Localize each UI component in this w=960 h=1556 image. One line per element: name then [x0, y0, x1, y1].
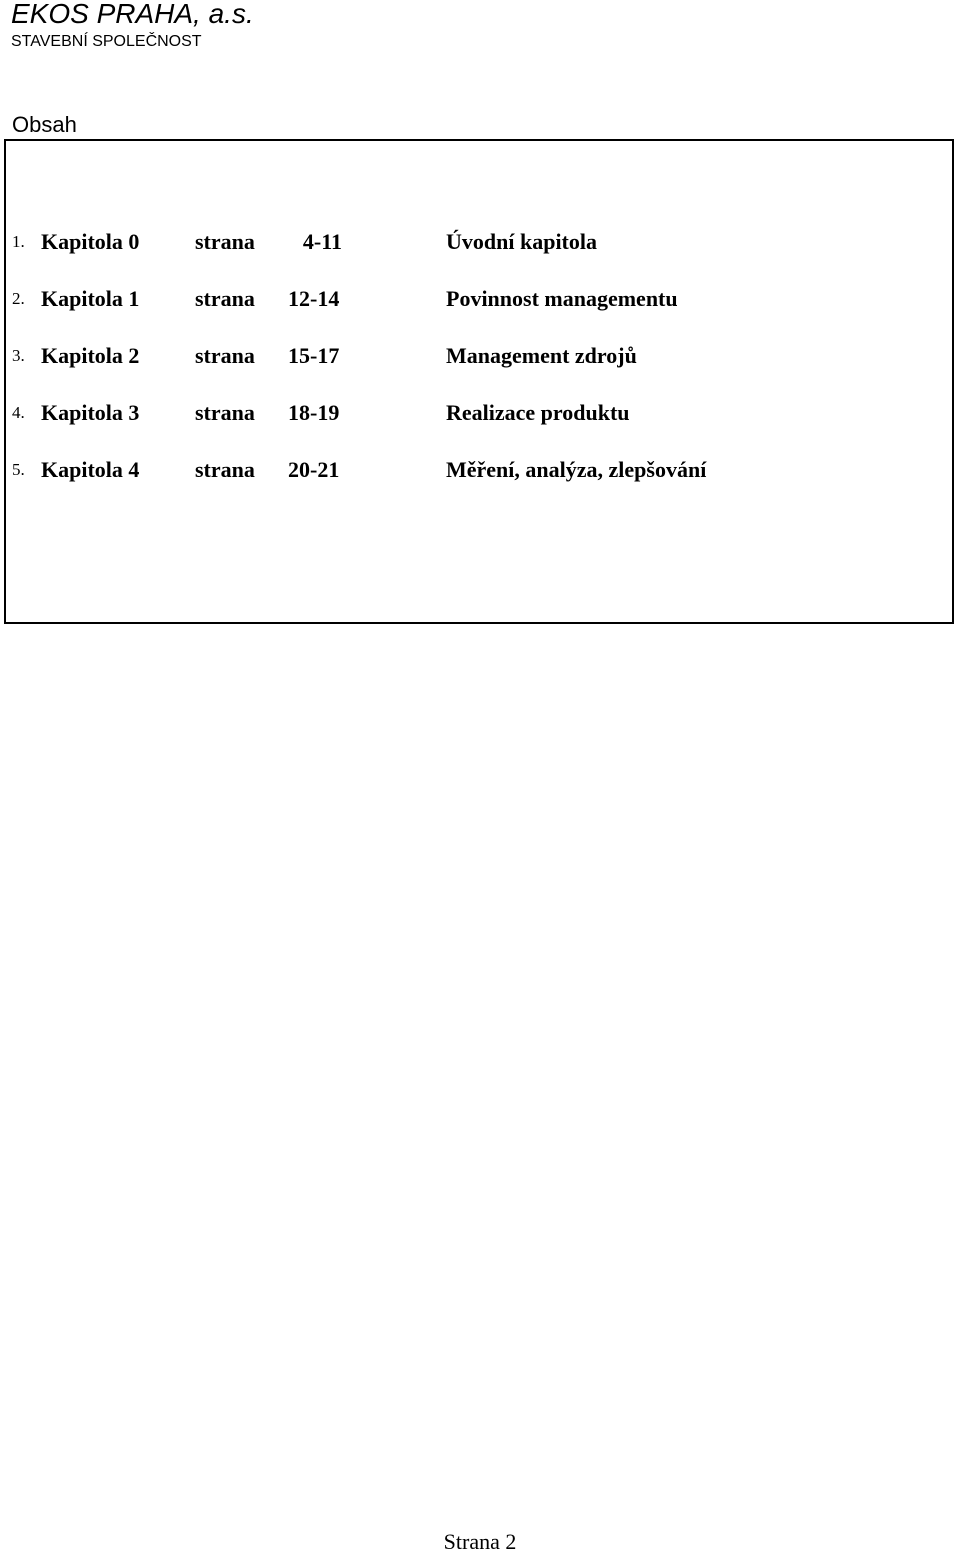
toc-title: Měření, analýza, zlepšování — [446, 457, 707, 482]
toc-title: Povinnost managementu — [446, 286, 678, 311]
page-number: Strana 2 — [443, 1529, 517, 1554]
toc-chapter: Kapitola 4 — [41, 457, 140, 482]
toc-pages: 4-11 — [302, 229, 342, 254]
toc-pages: 20-21 — [288, 457, 340, 482]
toc-number: 4. — [12, 403, 25, 422]
company-name: EKOS PRAHA, a.s. — [11, 0, 254, 29]
toc-row-3 — [6, 342, 952, 370]
toc-row-1 — [6, 228, 952, 256]
toc-title: Realizace produktu — [446, 400, 630, 425]
toc-chapter: Kapitola 1 — [41, 286, 140, 311]
toc-number: 5. — [12, 460, 25, 479]
toc-number: 1. — [12, 232, 25, 251]
toc-row-5 — [6, 456, 952, 484]
toc-pages: 15-17 — [288, 343, 340, 368]
toc-chapter: Kapitola 2 — [41, 343, 140, 368]
toc-chapter: Kapitola 3 — [41, 400, 140, 425]
section-title: Obsah — [12, 112, 77, 137]
toc-row-4 — [6, 399, 952, 427]
toc-pages: 18-19 — [288, 400, 340, 425]
toc-strana-label: strana — [195, 343, 255, 368]
toc-pages: 12-14 — [288, 286, 340, 311]
toc-number: 2. — [12, 289, 25, 308]
toc-strana-label: strana — [195, 229, 255, 254]
toc-strana-label: strana — [195, 457, 255, 482]
toc-strana-label: strana — [195, 286, 255, 311]
toc-chapter: Kapitola 0 — [41, 229, 140, 254]
toc-number: 3. — [12, 346, 25, 365]
toc-strana-label: strana — [195, 400, 255, 425]
toc-title: Úvodní kapitola — [446, 229, 597, 254]
table-of-contents — [4, 139, 954, 624]
toc-title: Management zdrojů — [446, 343, 637, 368]
company-subtitle: STAVEBNÍ SPOLEČNOST — [11, 33, 202, 50]
toc-row-2 — [6, 285, 952, 313]
